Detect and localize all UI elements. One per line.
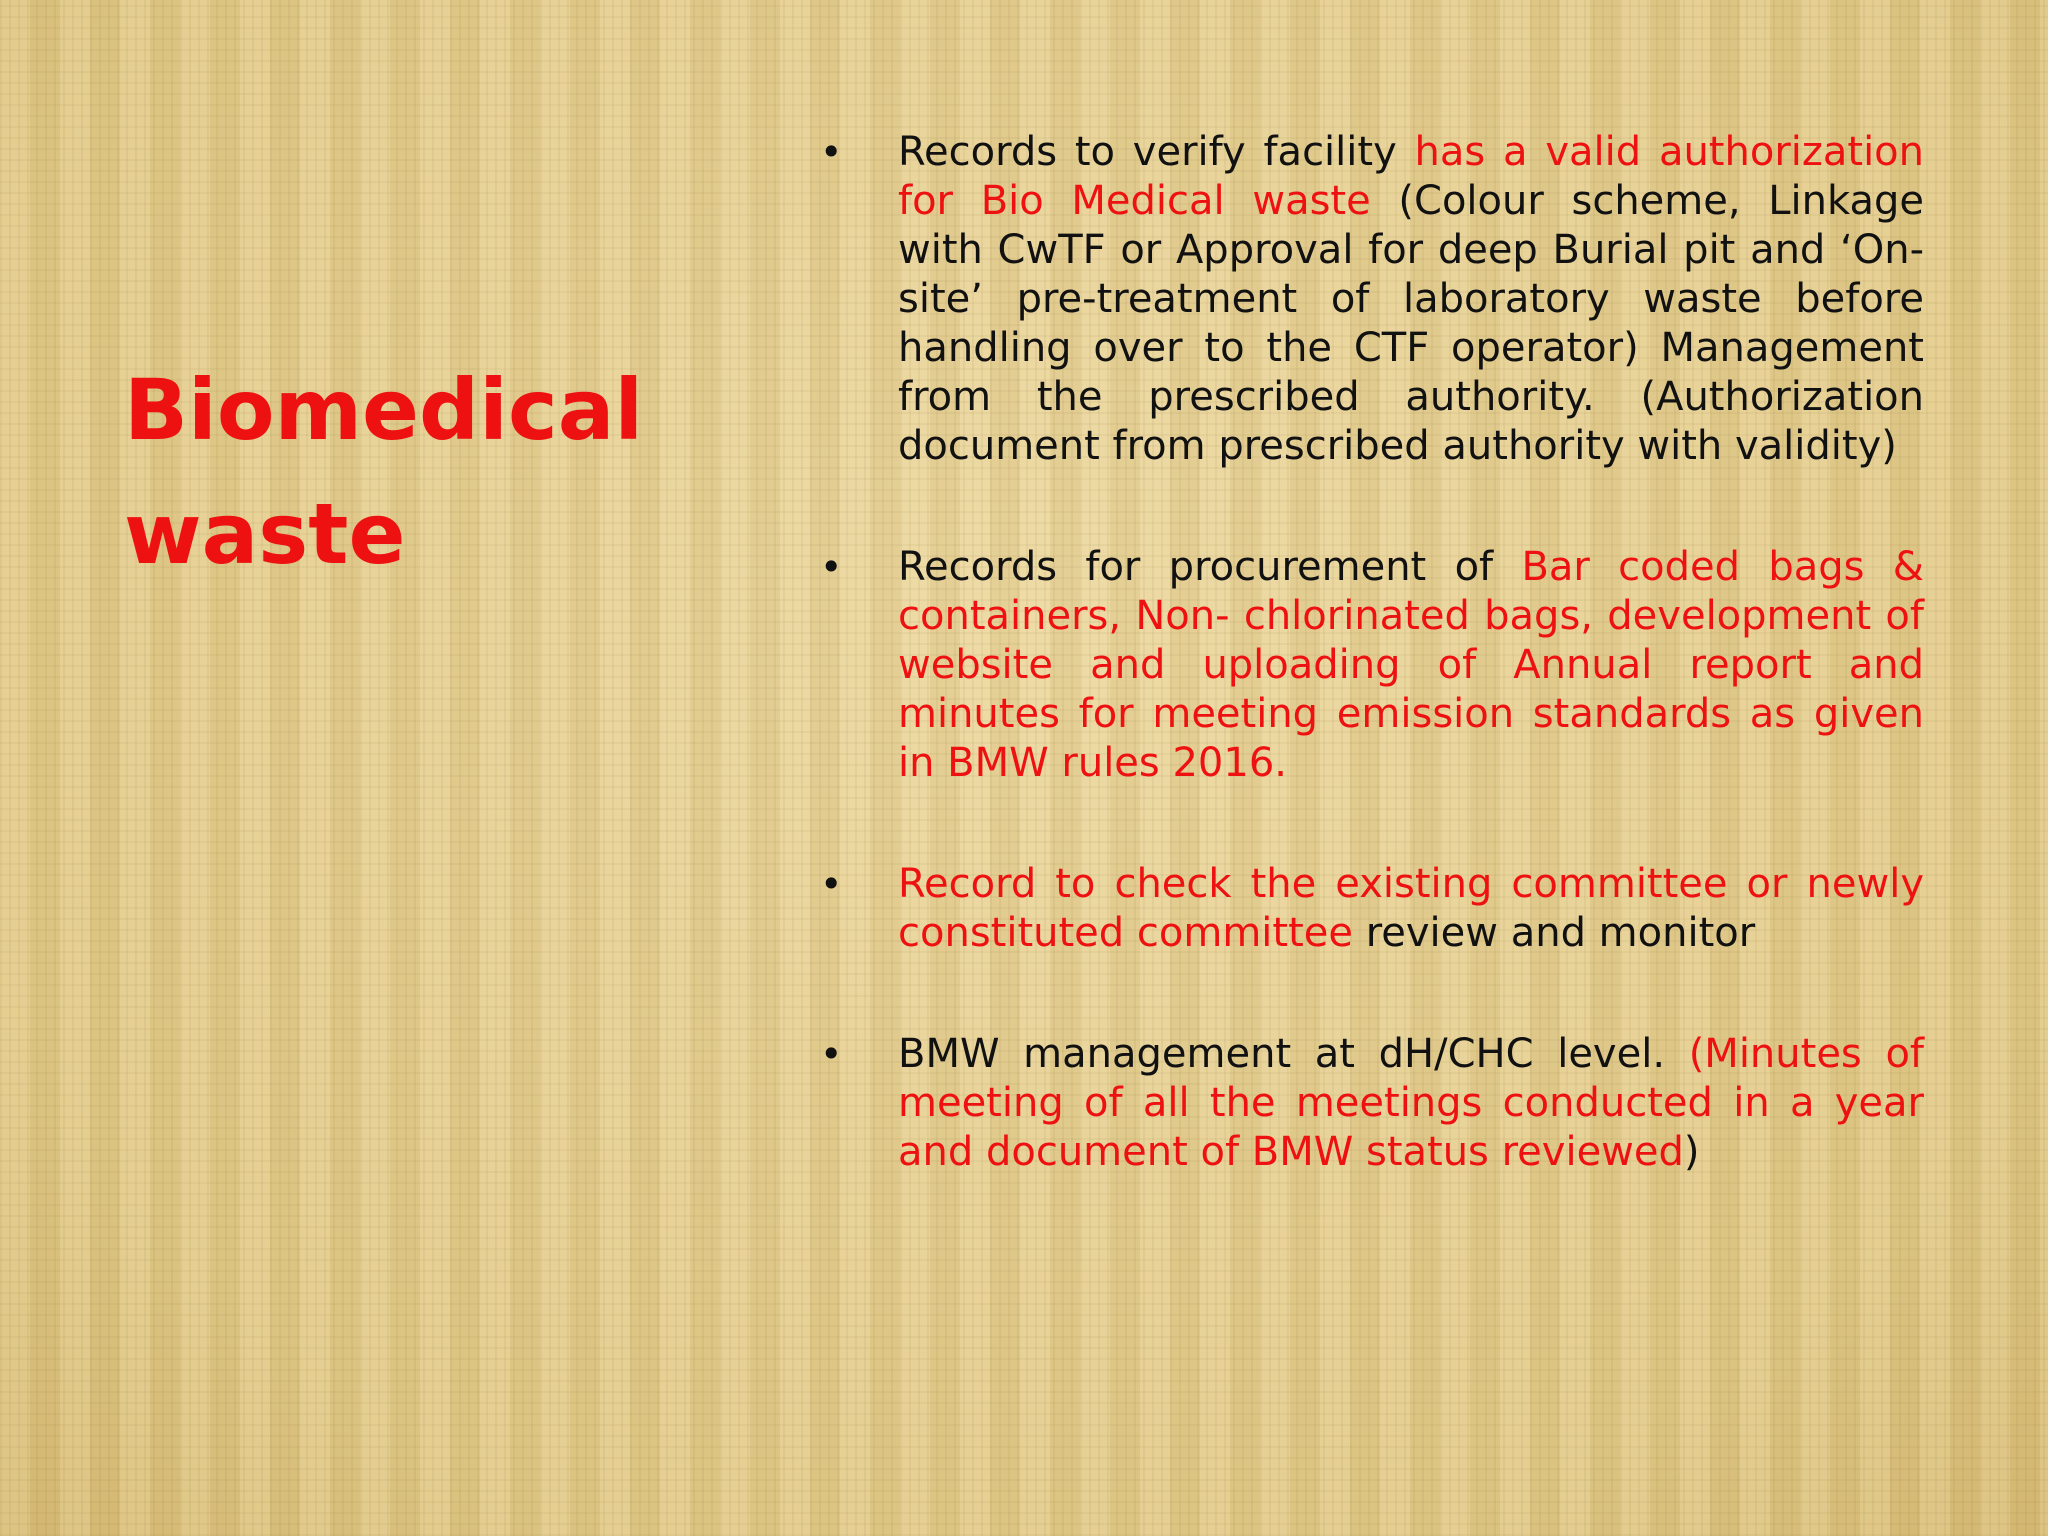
bullet-4-segment-2: (Minutes of meeting of all the meetings conducted in a year and document of BMW status reviewed [898, 1031, 1924, 1175]
bullet-4-segment-1: BMW management at dH/CHC level. [898, 1031, 1689, 1077]
bullet-item-4 [820, 1030, 1924, 1177]
bullet-dot-icon: • [820, 862, 843, 906]
bullet-1-segment-3: (Colour scheme, Linkage with CwTF or Approval for deep Burial pit and ‘On-site’ pre-treatment of laboratory waste before handling over to the CTF operator) Management from the prescribed authority. (Authorization document from prescribed authority with validity) [898, 178, 1924, 469]
bullet-item-1 [820, 128, 1924, 471]
bullet-1-segment-1: Records to verify facility [898, 129, 1415, 175]
slide-title-line-1: Biomedical [124, 361, 644, 459]
bullet-dot-icon: • [820, 130, 843, 174]
bullet-list [820, 128, 1924, 1177]
bullet-dot-icon: • [820, 545, 843, 589]
bullet-3-segment-2: review and monitor [1352, 910, 1756, 956]
bullet-3-segment-1: Record to check the existing committee or newly constituted committee [898, 861, 1924, 956]
bullet-1-segment-2: has a valid authorization for Bio Medical waste [898, 129, 1924, 224]
bullet-item-2 [820, 543, 1924, 788]
bullet-4-segment-3: ) [1683, 1129, 1700, 1175]
bullet-2-segment-2: Bar coded bags & containers, Non- chlorinated bags, development of website and uploading of Annual report and minutes for meeting emission standards as given in BMW rules 2016. [898, 544, 1924, 786]
slide-title [124, 348, 684, 596]
slide-title-line-2: waste [124, 485, 406, 583]
bullet-2-segment-1: Records for procurement of [898, 544, 1522, 590]
bullet-item-3 [820, 860, 1924, 958]
bullet-dot-icon: • [820, 1032, 843, 1076]
